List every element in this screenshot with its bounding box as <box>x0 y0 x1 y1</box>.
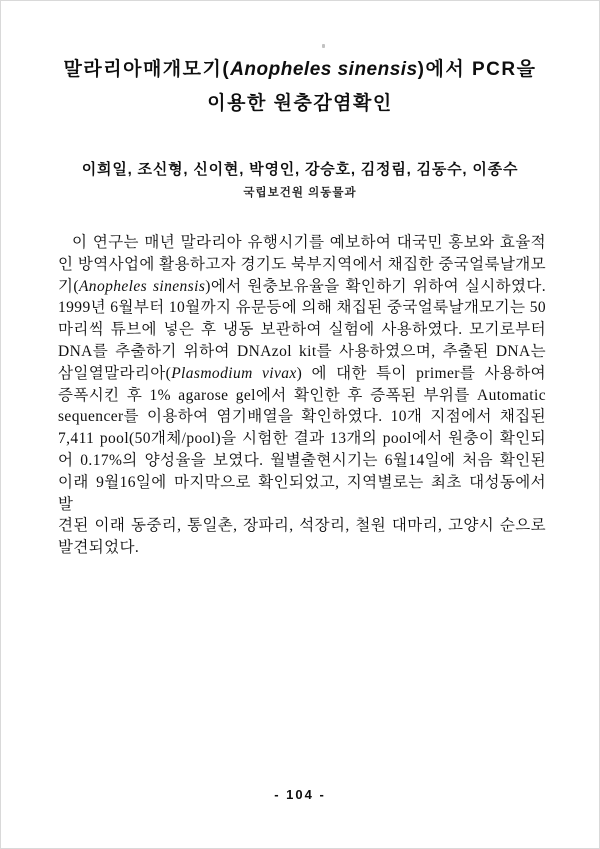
page-number: - 104 - <box>274 787 326 802</box>
scan-artifact-dot <box>322 44 325 48</box>
body-line: 인 방역사업에 활용하고자 경기도 북부지역에서 채집한 중국얼룩날개모 <box>58 255 546 273</box>
title-line-1 <box>1 53 599 87</box>
body-text-segment: )에서 원충보유율을 확인하기 위하여 실시하였다. <box>205 277 547 295</box>
authors-line: 이희일, 조신형, 신이현, 박영인, 강승호, 김정림, 김동수, 이종수 <box>81 161 519 178</box>
body-line <box>58 363 546 385</box>
body-line: DNA를 추출하기 위하여 DNAzol kit를 사용하였으며, 추출된 DNA는 <box>58 342 546 360</box>
species-name-italic: Anopheles sinensis <box>78 277 206 295</box>
title-species-name: Anopheles sinensis <box>230 59 418 80</box>
body-line: 이래 9월16일에 마지막으로 확인되었고, 지역별로는 최초 대성동에서 발 <box>58 473 546 513</box>
body-line: 어 0.17%의 양성율을 보였다. 월별출현시기는 6월14일에 처음 확인된 <box>58 451 546 469</box>
body-line: 1999년 6월부터 10월까지 유문등에 의해 채집된 중국얼룩날개모기는 50 <box>58 299 546 317</box>
paper-title <box>1 53 599 121</box>
title-line-2: 이용한 원충감염확인 <box>207 93 393 114</box>
body-text-segment: ) 에 대한 특이 primer를 사용하여 <box>296 364 546 382</box>
body-text-segment: 삼일열말라리아( <box>58 364 172 382</box>
species-name-italic: Plasmodium vivax <box>171 364 297 382</box>
body-line: 7,411 pool(50개체/pool)을 시험한 결과 13개의 pool에서 원충이 확인되 <box>58 430 546 448</box>
body-line: 발견되었다. <box>58 539 140 557</box>
body-line: sequencer를 이용하여 염기배열을 확인하였다. 10개 지점에서 채집된 <box>58 408 546 426</box>
title-korean-post: )에서 PCR을 <box>417 59 537 80</box>
body-line: 견된 이래 동중리, 통일촌, 장파리, 석장리, 철원 대마리, 고양시 순으로 <box>58 517 546 535</box>
body-line: 마리씩 튜브에 넣은 후 냉동 보관하여 실험에 사용하였다. 모기로부터 <box>58 321 546 339</box>
abstract-body <box>58 232 546 559</box>
body-line <box>58 276 546 298</box>
body-text-segment: 기( <box>58 277 79 295</box>
title-korean-pre: 말라리아매개모기( <box>63 59 231 80</box>
affiliation-line: 국립보건원 의동물과 <box>243 187 357 199</box>
body-line: 이 연구는 매년 말라리아 유행시기를 예보하여 대국민 홍보와 효율적 <box>72 234 546 251</box>
body-line: 증폭시킨 후 1% agarose gel에서 확인한 후 증폭된 부위를 Automatic <box>58 386 546 404</box>
